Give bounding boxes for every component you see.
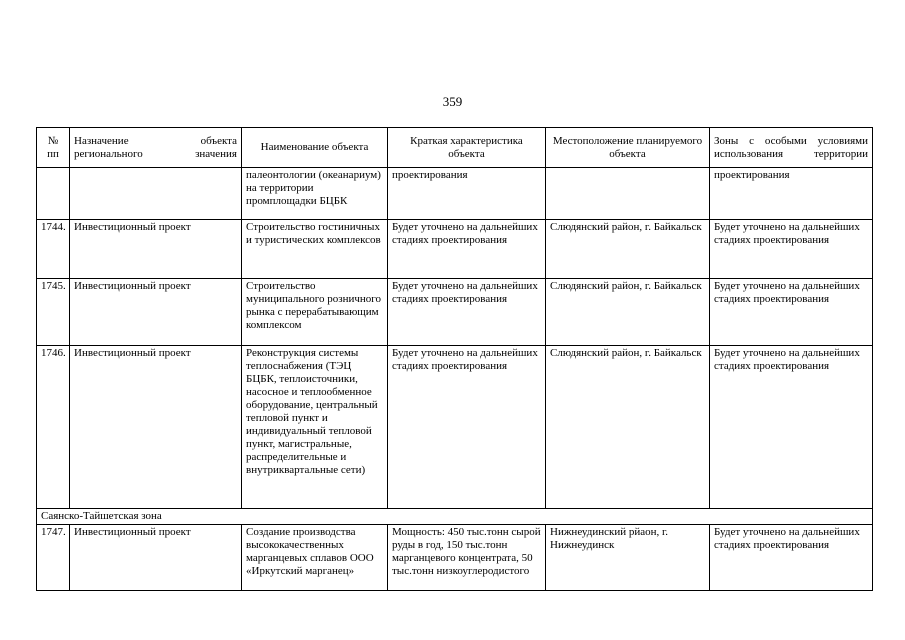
zone-header-row — [37, 509, 873, 525]
header-location: Местоположение планируемого объекта — [546, 128, 710, 168]
table-row — [37, 525, 873, 591]
regional-objects-table — [36, 127, 873, 591]
table-header-row — [37, 128, 873, 168]
row-purpose: Инвестиционный проект — [70, 220, 242, 279]
table-row — [37, 346, 873, 509]
row-zones: Будет уточнено на дальнейших стадиях проектирования — [710, 220, 873, 279]
row-num: 1745. — [37, 279, 70, 346]
row-location: Слюдянский район, г. Байкальск — [546, 220, 710, 279]
row-num: 1746. — [37, 346, 70, 509]
row-characteristics: проектирования — [388, 168, 546, 220]
row-location: Нижнеудинский рйаон, г. Нижнеудинск — [546, 525, 710, 591]
header-characteristics: Краткая характеристика объекта — [388, 128, 546, 168]
header-zones: Зоны с особыми условиями использования территории — [710, 128, 873, 168]
row-characteristics: Будет уточнено на дальнейших стадиях проектирования — [388, 279, 546, 346]
table-row — [37, 220, 873, 279]
row-purpose: Инвестиционный проект — [70, 525, 242, 591]
row-location — [546, 168, 710, 220]
row-object-name: Создание производства высококачественных марганцевых сплавов ООО «Иркутский марганец» — [242, 525, 388, 591]
page-number: 359 — [442, 94, 463, 109]
row-zones: Будет уточнено на дальнейших стадиях проектирования — [710, 525, 873, 591]
row-location: Слюдянский район, г. Байкальск — [546, 346, 710, 509]
header-num: № пп — [37, 128, 70, 168]
row-zones: Будет уточнено на дальнейших стадиях проектирования — [710, 346, 873, 509]
row-location: Слюдянский район, г. Байкальск — [546, 279, 710, 346]
row-zones: Будет уточнено на дальнейших стадиях проектирования — [710, 279, 873, 346]
zone-title: Саянско-Тайшетская зона — [37, 509, 873, 525]
row-characteristics: Будет уточнено на дальнейших стадиях проектирования — [388, 346, 546, 509]
row-object-name: Строительство муниципального розничного рынка с перерабатывающим комплексом — [242, 279, 388, 346]
row-characteristics: Будет уточнено на дальнейших стадиях проектирования — [388, 220, 546, 279]
row-num: 1747. — [37, 525, 70, 591]
row-object-name: Реконструкция системы теплоснабжения (ТЭЦ БЦБК, теплоисточники, насосное и теплообменное оборудование, центральный тепловой пункт и индивидуальный тепловой пункт, магистральные, распределительные и внутриквартальные сети) — [242, 346, 388, 509]
table-row — [37, 168, 873, 220]
row-num — [37, 168, 70, 220]
header-name: Наименование объекта — [242, 128, 388, 168]
row-purpose — [70, 168, 242, 220]
table-row — [37, 279, 873, 346]
row-num: 1744. — [37, 220, 70, 279]
row-purpose: Инвестиционный проект — [70, 279, 242, 346]
row-purpose: Инвестиционный проект — [70, 346, 242, 509]
row-characteristics: Мощность: 450 тыс.тонн сырой руды в год, 150 тыс.тонн марганцевого концентрата, 50 тыс.тонн низкоуглеродистого — [388, 525, 546, 591]
row-object-name: Строительство гостиничных и туристических комплексов — [242, 220, 388, 279]
row-object-name: палеонтологии (океанариум) на территории промплощадки БЦБК — [242, 168, 388, 220]
row-zones: проектирования — [710, 168, 873, 220]
header-purpose: Назначение объекта регионального значения — [70, 128, 242, 168]
